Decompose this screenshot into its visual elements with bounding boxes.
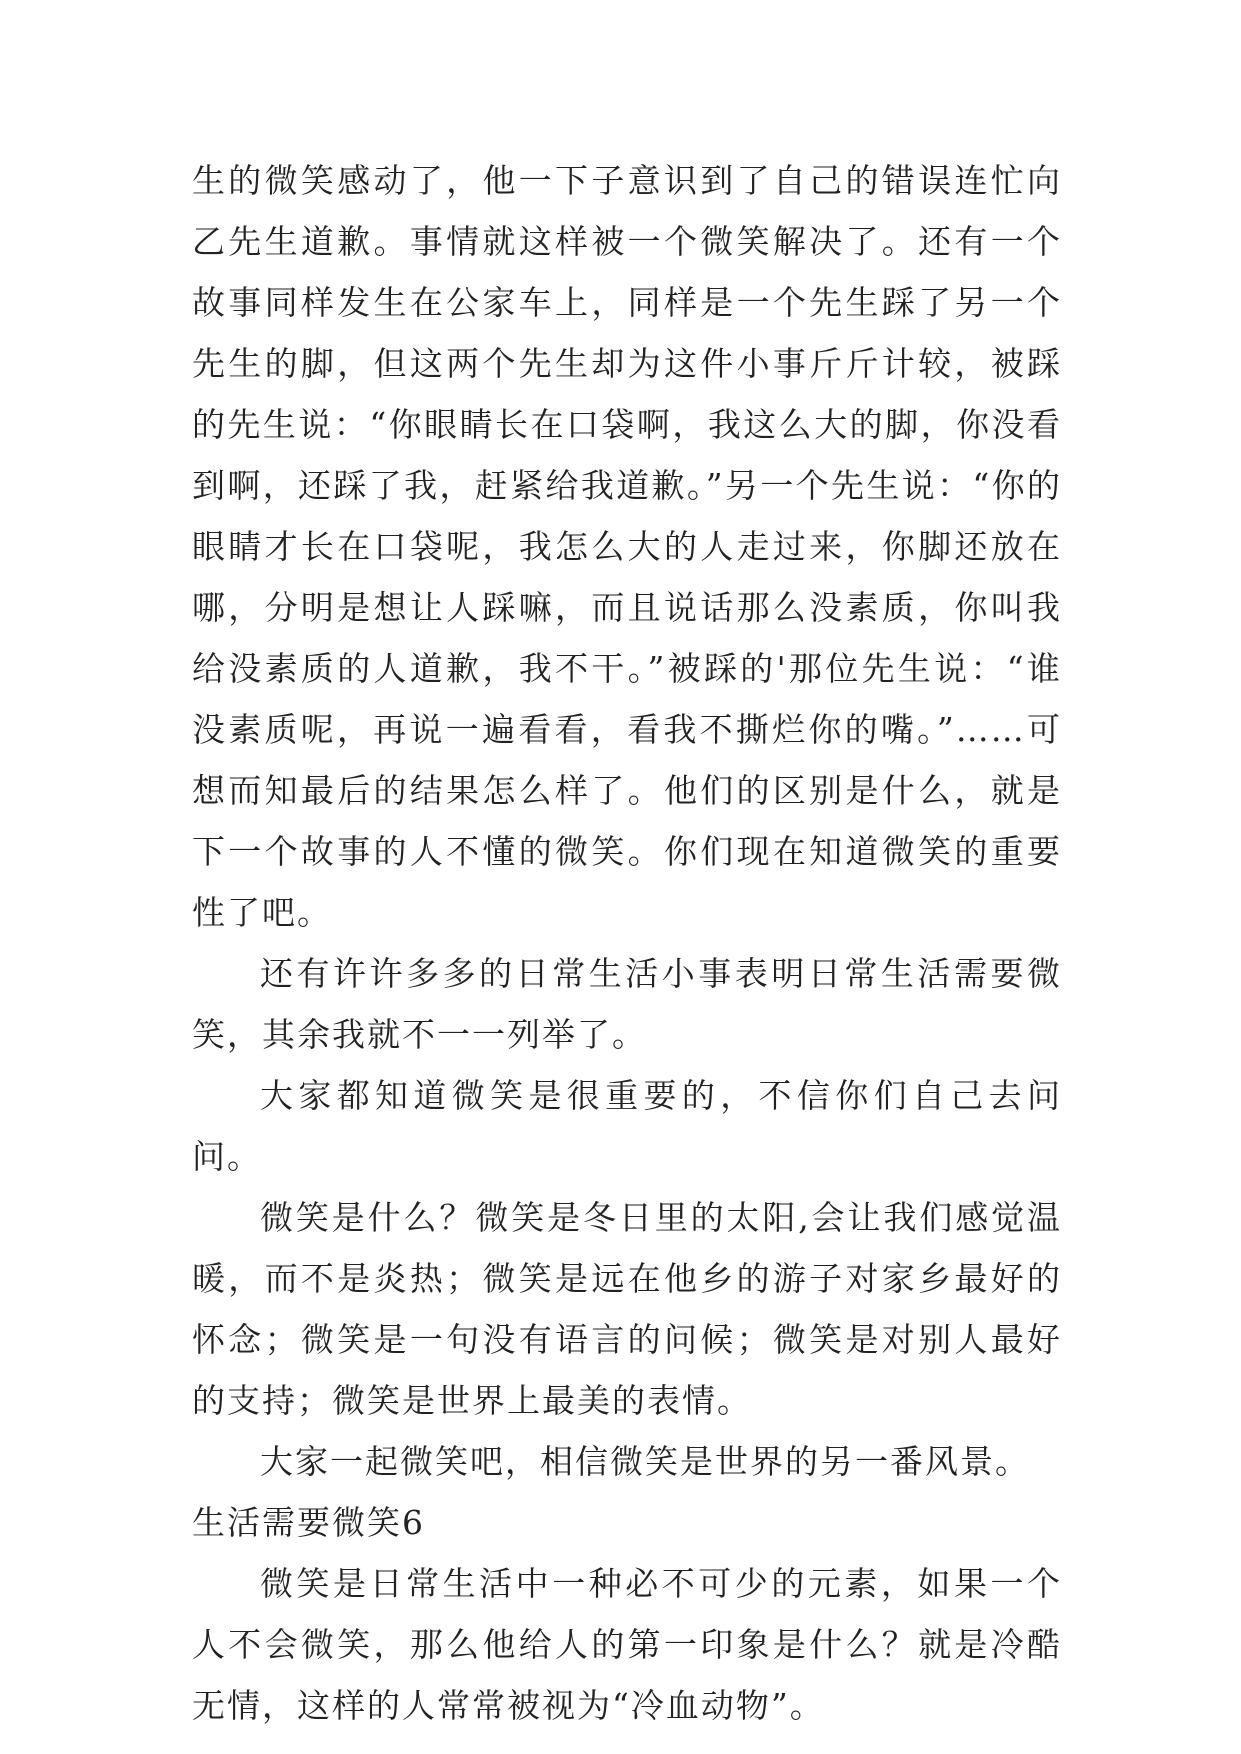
paragraph-essential-element: 微笑是日常生活中一种必不可少的元素，如果一个人不会微笑，那么他给人的第一印象是什么？就是冷酷无情，这样的人常常被视为“冷血动物”。: [192, 1564, 1062, 1725]
section-heading: 生活需要微笑6: [192, 1503, 425, 1542]
paragraph-what-is-smile: 微笑是什么？微笑是冬日里的太阳,会让我们感觉温暖，而不是炎热；微笑是远在他乡的游子对家乡最好的怀念；微笑是一句没有语言的问候；微笑是对别人最好的支持；微笑是世界上最美的表情。: [192, 1198, 1062, 1420]
paragraph-importance: 大家都知道微笑是很重要的，不信你们自己去问问。: [192, 1076, 1062, 1176]
document-body: [192, 150, 1062, 1736]
paragraph-story-continued: 生的微笑感动了，他一下子意识到了自己的错误连忙向乙先生道歉。事情就这样被一个微笑解决了。还有一个故事同样发生在公家车上，同样是一个先生踩了另一个先生的脚，但这两个先生却为这件小事斤斤计较，被踩的先生说：“你眼睛长在口袋啊，我这么大的脚，你没看到啊，还踩了我，赶紧给我道歉。”另一个先生说：“你的眼睛才长在口袋呢，我怎么大的人走过来，你脚还放在哪，分明是想让人踩嘛，而且说话那么没素质，你叫我给没素质的人道歉，我不干。”被踩的'那位先生说：“谁没素质呢，再说一遍看看，看我不撕烂你的嘴。”……可想而知最后的结果怎么样了。他们的区别是什么，就是下一个故事的人不懂的微笑。你们现在知道微笑的重要性了吧。: [192, 161, 1062, 932]
paragraph-daily-examples: 还有许许多多的日常生活小事表明日常生活需要微笑，其余我就不一一列举了。: [192, 954, 1062, 1054]
paragraph-smile-together: 大家一起微笑吧，相信微笑是世界的另一番风景。: [260, 1442, 1030, 1481]
